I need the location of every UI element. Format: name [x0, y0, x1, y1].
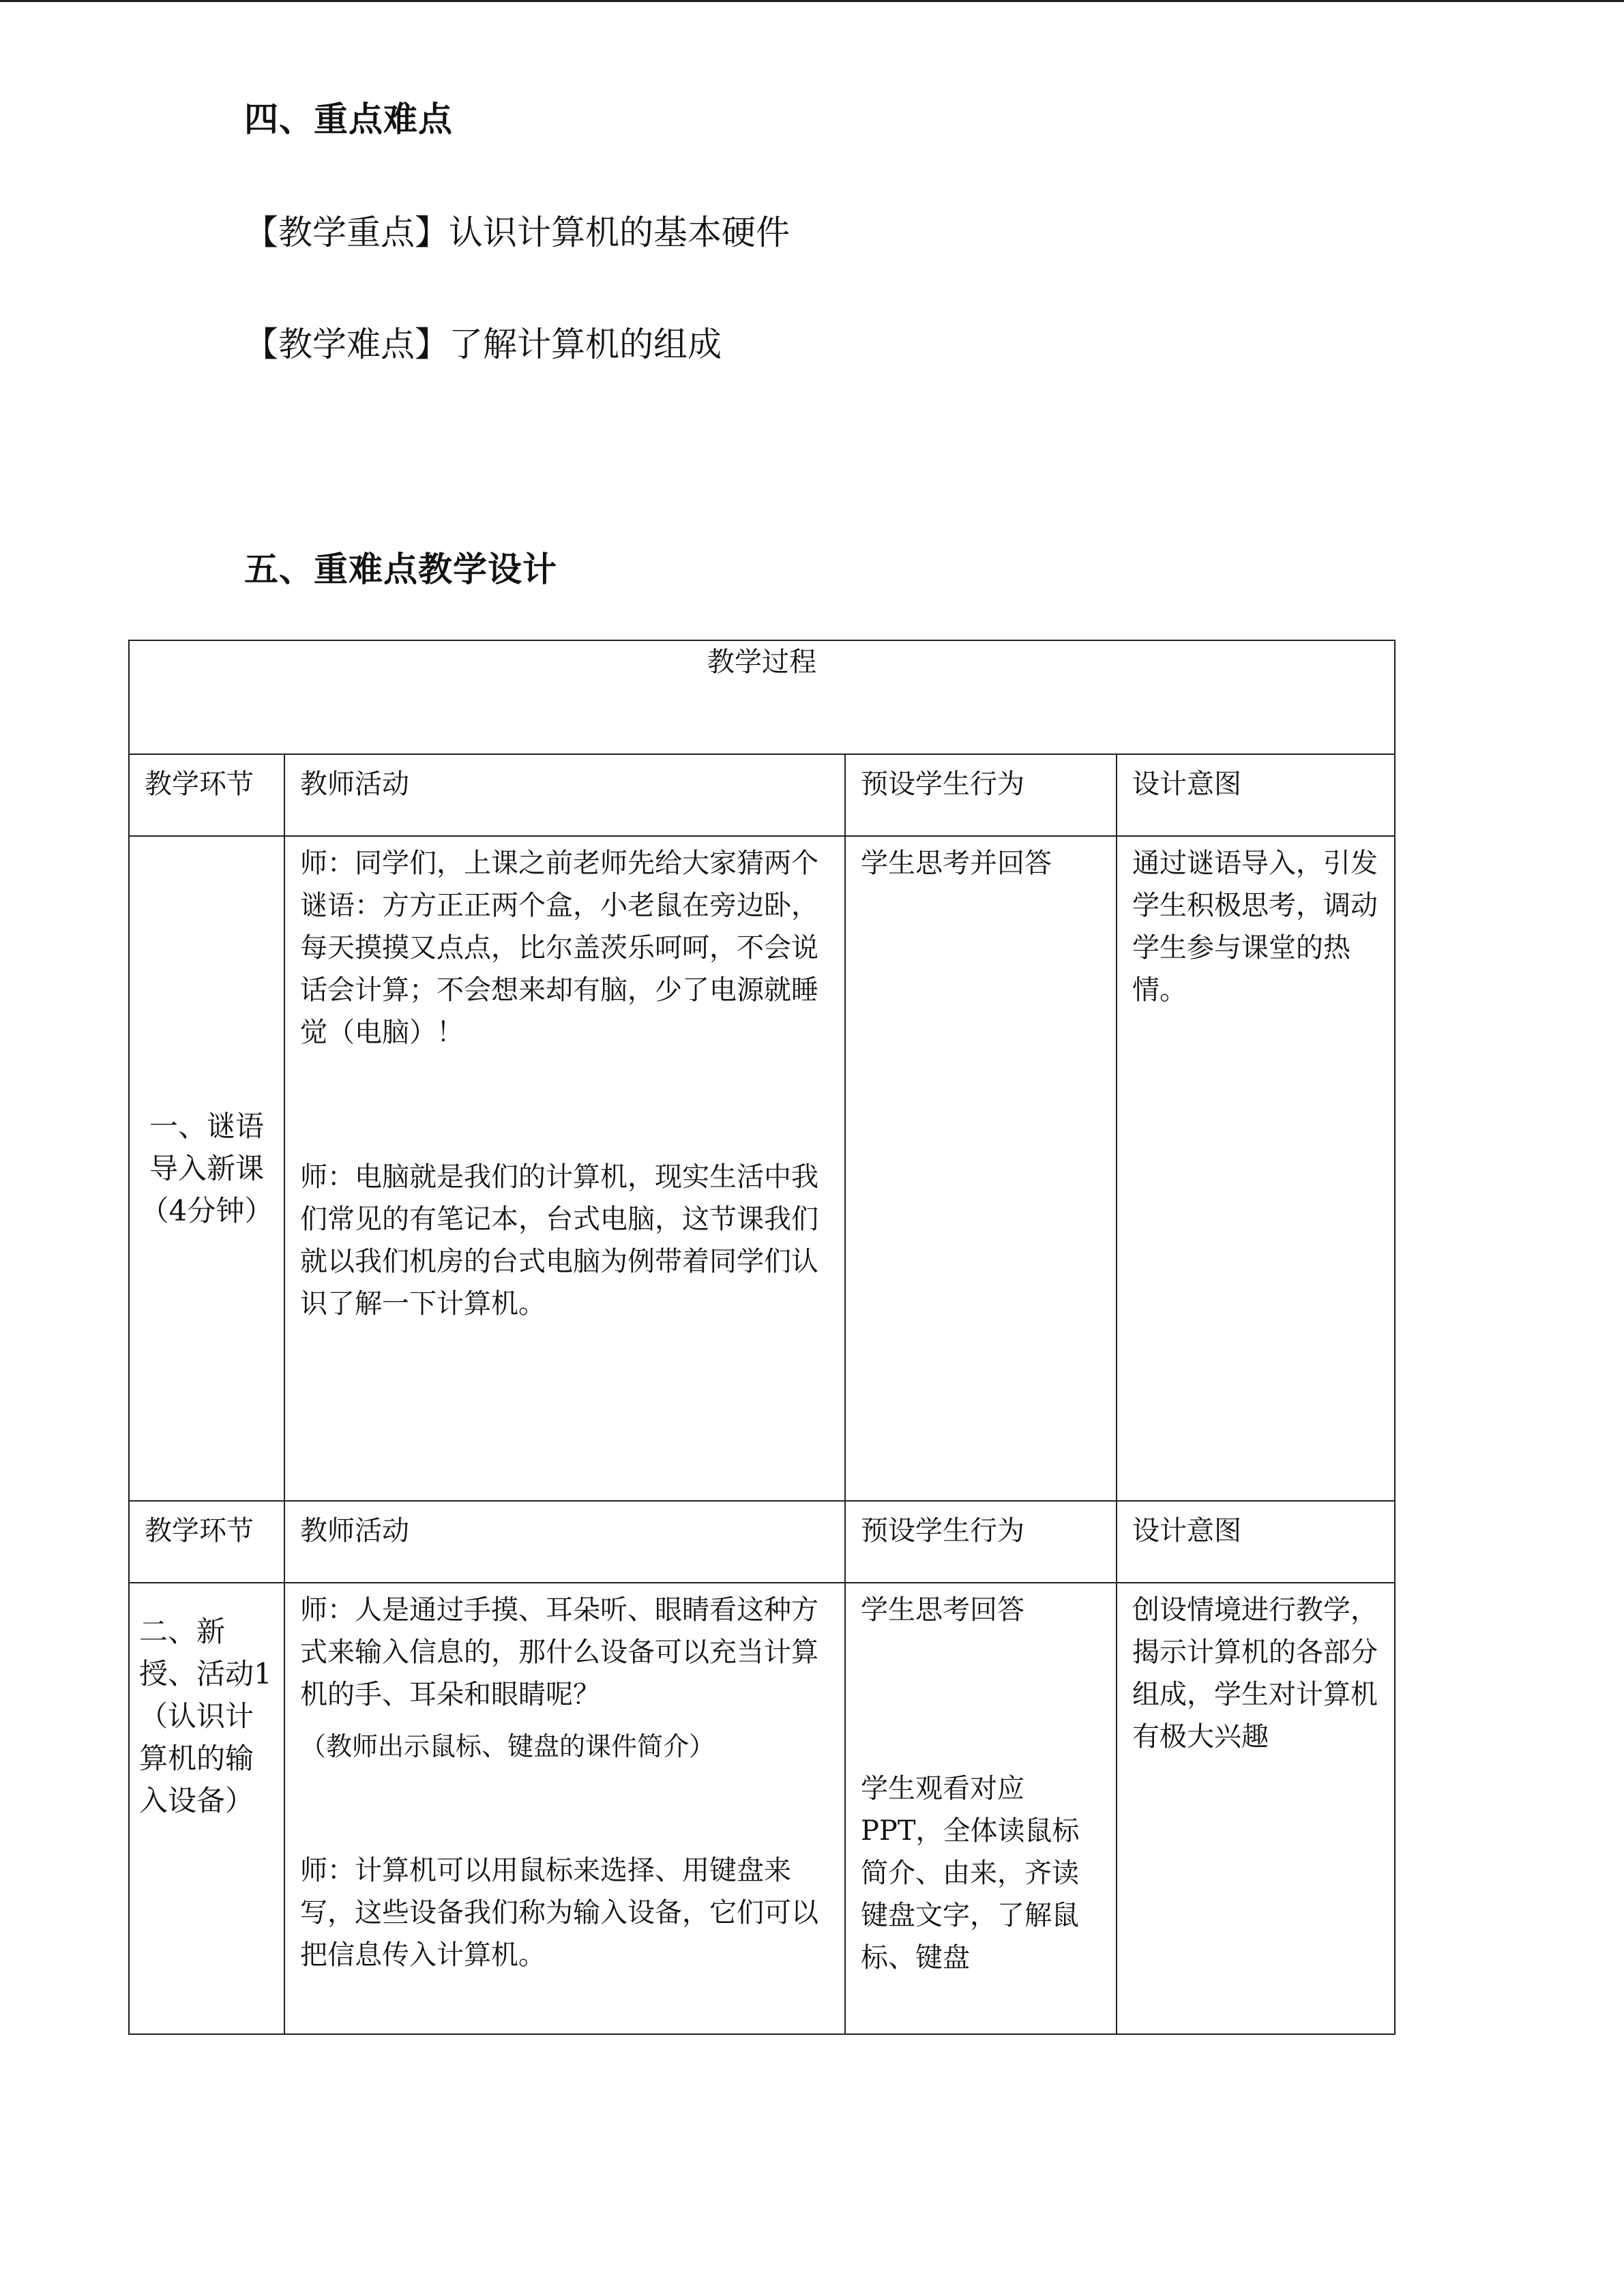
teacher-activity-cell — [284, 1583, 845, 2034]
header-stage: 教学环节 — [129, 754, 284, 836]
section5-title: 五、重难点教学设计 — [244, 549, 557, 589]
section4-title: 四、重点难点 — [244, 99, 453, 139]
student-behavior-cell — [845, 1583, 1117, 2034]
header-intent: 设计意图 — [1117, 1501, 1395, 1583]
teacher-paragraph: 师：人是通过手摸、耳朵听、眼睛看这种方式来输入信息的，那什么设备可以充当计算机的手、耳朵和眼睛呢？ — [300, 1594, 818, 1710]
header-intent: 设计意图 — [1117, 754, 1395, 836]
teacher-paragraph: （教师出示鼠标、键盘的课件简介） — [300, 1731, 715, 1761]
stage-cell: 一、谜语导入新课（4分钟） — [129, 836, 284, 1501]
table-title: 教学过程 — [129, 640, 1395, 754]
teacher-paragraph: 师：计算机可以用鼠标来选择、用键盘来写，这些设备我们称为输入设备，它们可以把信息传入计算机。 — [300, 1855, 818, 1971]
teaching-process-table — [128, 640, 1396, 2035]
page-top-border — [0, 0, 1624, 2]
teaching-difficulty: 【教学难点】了解计算机的组成 — [244, 325, 722, 364]
design-intent-cell: 通过谜语导入，引发学生积极思考，调动学生参与课堂的热情。 — [1117, 836, 1395, 1501]
teacher-paragraph: 师：同学们，上课之前老师先给大家猜两个谜语：方方正正两个盒，小老鼠在旁边卧，每天摸摸又点点，比尔盖茨乐呵呵，不会说话会计算；不会想来却有脑，少了电源就睡觉（电脑）！ — [300, 848, 818, 1048]
header-teacher: 教师活动 — [284, 754, 845, 836]
student-paragraph: 学生思考并回答 — [861, 848, 1052, 879]
student-behavior-cell — [845, 836, 1117, 1501]
teacher-activity-cell — [284, 836, 845, 1501]
table-row — [129, 836, 1395, 1501]
header-student: 预设学生行为 — [845, 754, 1117, 836]
student-paragraph: 学生观看对应PPT，全体读鼠标简介、由来，齐读键盘文字，了解鼠标、键盘 — [861, 1773, 1080, 1973]
table-header-row — [129, 1501, 1395, 1583]
header-teacher: 教师活动 — [284, 1501, 845, 1583]
student-paragraph: 学生思考回答 — [861, 1594, 1024, 1626]
stage-cell: 二、新授、活动1（认识计算机的输入设备） — [129, 1583, 284, 2034]
teacher-paragraph: 师：电脑就是我们的计算机，现实生活中我们常见的有笔记本，台式电脑，这节课我们就以我们机房的台式电脑为例带着同学们认识了解一下计算机。 — [300, 1161, 818, 1320]
design-intent-cell: 创设情境进行教学，揭示计算机的各部分组成，学生对计算机有极大兴趣 — [1117, 1583, 1395, 2034]
header-student: 预设学生行为 — [845, 1501, 1117, 1583]
table-row — [129, 1583, 1395, 2034]
teaching-focus: 【教学重点】认识计算机的基本硬件 — [244, 213, 790, 252]
table-header-row — [129, 754, 1395, 836]
header-stage: 教学环节 — [129, 1501, 284, 1583]
